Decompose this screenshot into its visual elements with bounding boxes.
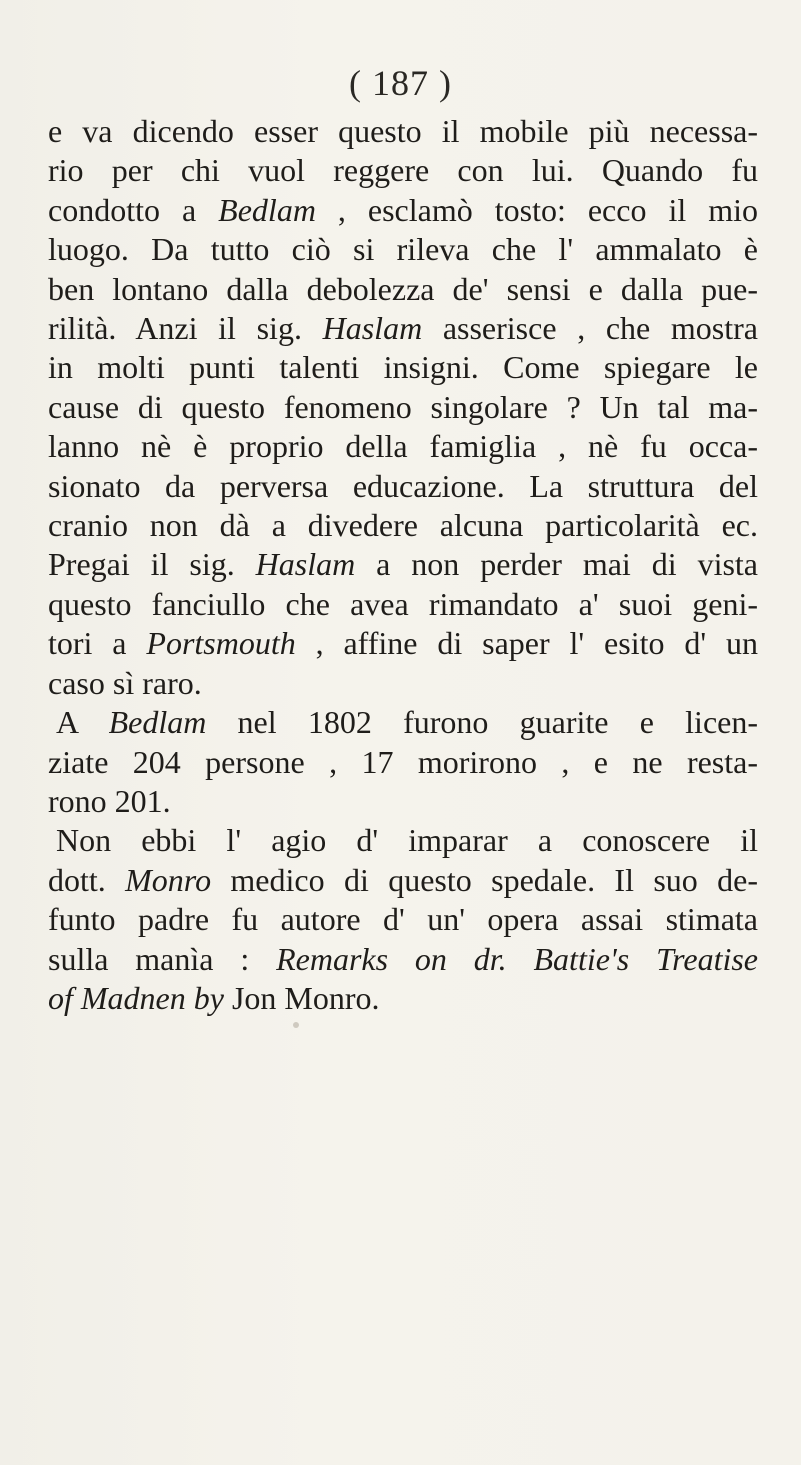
text-line: condotto a Bedlam , esclamò tosto: ecco il mio	[48, 191, 759, 228]
text-line: tori a Portsmouth , affine di saper l' esito d' un	[48, 625, 759, 662]
body-text	[48, 112, 758, 1018]
text-line: cranio non dà a divedere alcuna particolarità ec.	[48, 507, 758, 544]
text-line: ben lontano dalla debolezza de' sensi e dalla pue-	[48, 270, 758, 307]
text-line: ziate 204 persone , 17 morirono , e ne resta-	[48, 743, 758, 780]
text-line: e va dicendo esser questo il mobile più necessa-	[48, 113, 758, 149]
text-line: in molti punti talenti insigni. Come spiegare le	[48, 349, 758, 386]
text-line: rilità. Anzi il sig. Haslam asserisce , che mostra	[48, 310, 759, 347]
text-line: caso sì raro.	[48, 664, 202, 701]
page-number: ( 187 )	[349, 63, 452, 103]
text-line: dott. Monro medico di questo spedale. Il suo de-	[48, 861, 759, 898]
text-line: Pregai il sig. Haslam a non perder mai di vista	[48, 546, 759, 583]
text-line: cause di questo fenomeno singolare ? Un tal ma-	[48, 388, 758, 425]
paper-speck	[293, 1022, 299, 1028]
text-line: lanno nè è proprio della famiglia , nè fu occa-	[48, 428, 758, 465]
text-line: sulla manìa : Remarks on dr. Battie's Treatise	[48, 940, 759, 977]
text-line: rono 201.	[48, 782, 171, 819]
text-line: Non ebbi l' agio d' imparar a conoscere il	[56, 822, 758, 859]
text-line: funto padre fu autore d' un' opera assai stimata	[48, 901, 758, 938]
text-line: questo fanciullo che avea rimandato a' suoi geni-	[48, 585, 758, 622]
text-line: rio per chi vuol reggere con lui. Quando fu	[48, 152, 758, 189]
text-line: of Madnen by Jon Monro.	[48, 979, 380, 1016]
text-line: A Bedlam nel 1802 furono guarite e licen-	[56, 704, 759, 741]
text-line: luogo. Da tutto ciò si rileva che l' ammalato è	[48, 231, 758, 268]
text-line: sionato da perversa educazione. La struttura del	[48, 467, 758, 504]
